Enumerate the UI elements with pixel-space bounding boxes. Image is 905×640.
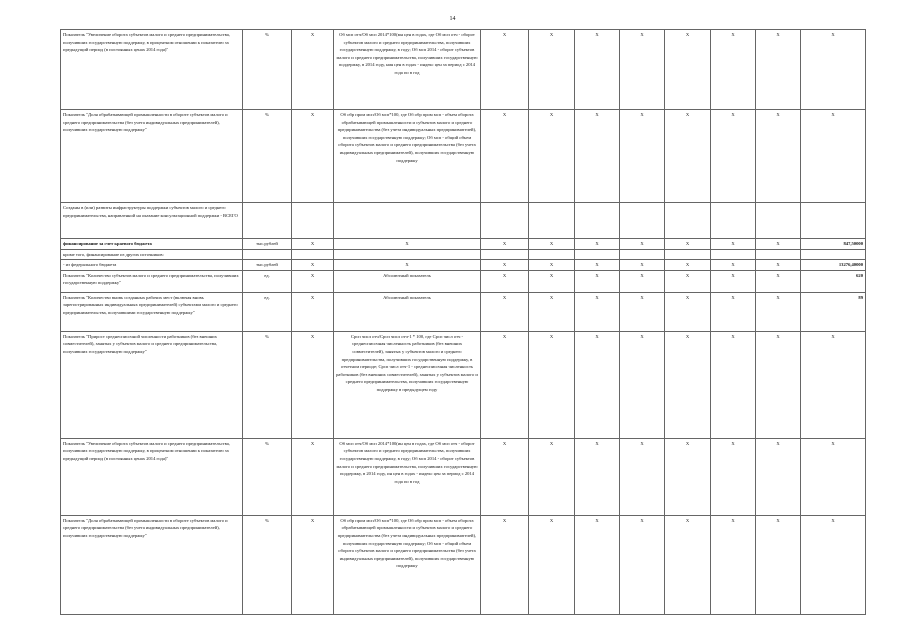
- marker-cell: Х: [620, 110, 665, 203]
- marker-cell: Х: [529, 239, 575, 250]
- marker-cell: Х: [620, 30, 665, 110]
- formula-cell: Абсолютный показатель: [334, 292, 481, 331]
- indicator-description: финансирование за счет краевого бюджета: [61, 239, 243, 250]
- marker-cell: Х: [801, 30, 866, 110]
- unit-cell: ед.: [243, 292, 292, 331]
- table-row: [61, 438, 866, 515]
- formula-cell: Абсолютный показатель: [334, 270, 481, 292]
- marker-cell: Х: [665, 110, 711, 203]
- marker-cell: Х: [292, 239, 334, 250]
- marker-cell: Х: [711, 331, 756, 438]
- marker-cell: [575, 249, 620, 260]
- marker-cell: Х: [481, 30, 529, 110]
- marker-cell: Х: [292, 30, 334, 110]
- marker-cell: Х: [481, 260, 529, 271]
- marker-cell: Х: [292, 110, 334, 203]
- formula-cell: Срсп числ отч/Срсп числ отч-1 * 100, где Срсп числ отч - среднесписочная численность работников (без внешних совместителей), занятых у субъектов малого и среднего предпринимательства, получивших государственную поддержку, в отчетном периоде; Срсп числ отч-1 - среднесписочная численность работников (без внешних совместителей), занятых у субъектов малого и среднего предпринимательства, получивших государственную поддержку в предыдущем году: [334, 331, 481, 438]
- table-row: [61, 515, 866, 614]
- marker-cell: Х: [481, 292, 529, 331]
- amount-cell: 620: [801, 270, 866, 292]
- marker-cell: Х: [665, 292, 711, 331]
- marker-cell: Х: [711, 270, 756, 292]
- table-row: [61, 249, 866, 260]
- marker-cell: Х: [620, 438, 665, 515]
- marker-cell: [711, 249, 756, 260]
- table-row: [61, 260, 866, 271]
- unit-cell: [243, 203, 292, 239]
- marker-cell: Х: [801, 110, 866, 203]
- table-row: [61, 203, 866, 239]
- marker-cell: Х: [529, 515, 575, 614]
- marker-cell: Х: [575, 515, 620, 614]
- marker-cell: Х: [665, 260, 711, 271]
- unit-cell: %: [243, 331, 292, 438]
- marker-cell: Х: [292, 515, 334, 614]
- table-row: [61, 270, 866, 292]
- marker-cell: Х: [711, 239, 756, 250]
- marker-cell: Х: [801, 515, 866, 614]
- marker-cell: [801, 249, 866, 260]
- unit-cell: тыс.рублей: [243, 239, 292, 250]
- marker-cell: Х: [665, 239, 711, 250]
- marker-cell: Х: [481, 110, 529, 203]
- amount-cell: 89: [801, 292, 866, 331]
- indicator-description: Показатель "Доля обрабатывающей промышленности в обороте субъектов малого и среднего предпринимательства (без учета индивидуальных предпринимателей), получивших государственную поддержку": [61, 515, 243, 614]
- marker-cell: [575, 203, 620, 239]
- unit-cell: %: [243, 110, 292, 203]
- marker-cell: Х: [801, 438, 866, 515]
- marker-cell: Х: [529, 438, 575, 515]
- page-number: 14: [449, 16, 456, 22]
- indicator-description: Показатель "Количество вновь созданных рабочих мест (включая вновь зарегистрированных индивидуальных предпринимателей) субъектами малого и среднего предпринимательства, получившими государственную поддержку": [61, 292, 243, 331]
- indicator-description: Показатель "Количество субъектов малого и среднего предпринимательства, получивших государственную поддержку": [61, 270, 243, 292]
- marker-cell: Х: [620, 260, 665, 271]
- marker-cell: Х: [292, 260, 334, 271]
- marker-cell: [481, 203, 529, 239]
- marker-cell: Х: [620, 270, 665, 292]
- marker-cell: Х: [292, 292, 334, 331]
- marker-cell: Х: [481, 331, 529, 438]
- amount-cell: 847,50000: [801, 239, 866, 250]
- indicator-description: Показатель "Доля обрабатывающей промышленности в обороте субъектов малого и среднего предпринимательства (без учета индивидуальных предпринимателей), получивших государственную поддержку": [61, 110, 243, 203]
- marker-cell: Х: [575, 30, 620, 110]
- marker-cell: [292, 203, 334, 239]
- marker-cell: Х: [529, 270, 575, 292]
- marker-cell: [756, 249, 801, 260]
- marker-cell: Х: [711, 260, 756, 271]
- indicators-table: [60, 29, 866, 615]
- marker-cell: [292, 249, 334, 260]
- marker-cell: Х: [529, 331, 575, 438]
- table-row: [61, 239, 866, 250]
- marker-cell: Х: [756, 30, 801, 110]
- marker-cell: Х: [620, 292, 665, 331]
- marker-cell: [620, 249, 665, 260]
- marker-cell: Х: [481, 438, 529, 515]
- marker-cell: Х: [481, 270, 529, 292]
- marker-cell: Х: [756, 438, 801, 515]
- marker-cell: Х: [665, 331, 711, 438]
- formula-cell: Об мсп отч/Об мсп 2014*100(мн цен в годах, где Об мсп отч - оборот субъектов малого и среднего предпринимательства, получивших государственную поддержку, в году; Об мсп 2014 - оборот субъектов малого и среднего предпринимательства, получивших государственную поддержку, в 2014 году, ния цен в годах - индекс цен за период с 2014 года по в год: [334, 30, 481, 110]
- indicator-description: Созданы в (или) развиты инфраструктуры поддержки субъектов малого и среднего предпринимательства, направленной на оказание консультационной поддержки - ВСЕГО: [61, 203, 243, 239]
- marker-cell: Х: [575, 239, 620, 250]
- marker-cell: Х: [756, 239, 801, 250]
- marker-cell: Х: [756, 110, 801, 203]
- marker-cell: Х: [756, 515, 801, 614]
- formula-cell: Об обр пром мсп/Об мсп*100, где Об обр пром мсп - объем оборота обрабатывающей промышленности и субъектов малого и среднего предпринимательства (без учета индивидуальных предпринимателей), получивших государственную поддержку; Об мсп - общий объем оборота субъектов малого и среднего предпринимательства (без учета индивидуальных предпринимателей), получивших государственную поддержку: [334, 515, 481, 614]
- unit-cell: %: [243, 438, 292, 515]
- marker-cell: Х: [665, 515, 711, 614]
- marker-cell: Х: [575, 260, 620, 271]
- table-row: [61, 110, 866, 203]
- table-row: [61, 331, 866, 438]
- marker-cell: Х: [620, 515, 665, 614]
- unit-cell: тыс.рублей: [243, 260, 292, 271]
- marker-cell: Х: [575, 331, 620, 438]
- marker-cell: [481, 249, 529, 260]
- formula-cell: Х: [334, 239, 481, 250]
- marker-cell: [665, 249, 711, 260]
- formula-cell: [334, 203, 481, 239]
- unit-cell: ед.: [243, 270, 292, 292]
- unit-cell: [243, 249, 292, 260]
- marker-cell: Х: [575, 270, 620, 292]
- table-row: [61, 30, 866, 110]
- marker-cell: Х: [529, 30, 575, 110]
- marker-cell: Х: [756, 292, 801, 331]
- marker-cell: Х: [711, 30, 756, 110]
- marker-cell: Х: [665, 270, 711, 292]
- marker-cell: Х: [756, 260, 801, 271]
- indicator-description: - из федерального бюджета: [61, 260, 243, 271]
- marker-cell: Х: [711, 292, 756, 331]
- indicator-description: Показатель "Прирост среднесписочной численности работников (без внешних совместителей), занятых у субъектов малого и среднего предпринимательства, получивших государственную поддержку": [61, 331, 243, 438]
- marker-cell: Х: [665, 438, 711, 515]
- marker-cell: Х: [292, 331, 334, 438]
- formula-cell: Об мсп отч/Об мсп 2014*100(ин цен в годах, где Об мсп отч - оборот субъектов малого и среднего предпринимательства, получивших государственную поддержку, в году; Об мсп 2014 - оборот субъектов малого и среднего предпринимательства, получивших государственную поддержку, в 2014 году, ин цен в годах - индекс цен за период с 2014 года по в год: [334, 438, 481, 515]
- marker-cell: Х: [756, 331, 801, 438]
- marker-cell: Х: [711, 438, 756, 515]
- formula-cell: [334, 249, 481, 260]
- marker-cell: Х: [529, 292, 575, 331]
- table-row: [61, 292, 866, 331]
- indicator-description: Показатель "Увеличение оборота субъектов малого и среднего предпринимательства, получивших государственную поддержку, в процентном отношении к показателю за предыдущий период (в постоянных ценах 2014 года)": [61, 30, 243, 110]
- marker-cell: [711, 203, 756, 239]
- marker-cell: [529, 203, 575, 239]
- marker-cell: [801, 203, 866, 239]
- marker-cell: [665, 203, 711, 239]
- marker-cell: Х: [801, 331, 866, 438]
- unit-cell: %: [243, 515, 292, 614]
- marker-cell: Х: [481, 515, 529, 614]
- marker-cell: [620, 203, 665, 239]
- marker-cell: Х: [756, 270, 801, 292]
- marker-cell: Х: [665, 30, 711, 110]
- marker-cell: Х: [529, 260, 575, 271]
- marker-cell: Х: [620, 331, 665, 438]
- marker-cell: Х: [575, 292, 620, 331]
- marker-cell: Х: [481, 239, 529, 250]
- unit-cell: %: [243, 30, 292, 110]
- marker-cell: [756, 203, 801, 239]
- marker-cell: [529, 249, 575, 260]
- indicator-description: Показатель "Увеличение оборота субъектов малого и среднего предпринимательства, получивших государственную поддержку, в процентном отношении к показателю за предыдущий период (в постоянных ценах 2014 года)": [61, 438, 243, 515]
- marker-cell: Х: [575, 438, 620, 515]
- marker-cell: Х: [529, 110, 575, 203]
- marker-cell: Х: [711, 515, 756, 614]
- marker-cell: Х: [620, 239, 665, 250]
- indicator-description: кроме того, финансирование из других источников:: [61, 249, 243, 260]
- marker-cell: Х: [575, 110, 620, 203]
- formula-cell: Об обр пром мсп/Об мсп*100, где Об обр пром мсп - объем оборота обрабатывающей промышленности и субъектов малого и среднего предпринимательства (без учета индивидуальных предпринимателей), получивших государственную поддержку; Об мсп - общий объем оборота субъектов малого и среднего предпринимательства (без учета индивидуальных предпринимателей), получивших государственную поддержку: [334, 110, 481, 203]
- marker-cell: Х: [292, 438, 334, 515]
- amount-cell: 13276,40000: [801, 260, 866, 271]
- marker-cell: Х: [711, 110, 756, 203]
- marker-cell: Х: [292, 270, 334, 292]
- formula-cell: Х: [334, 260, 481, 271]
